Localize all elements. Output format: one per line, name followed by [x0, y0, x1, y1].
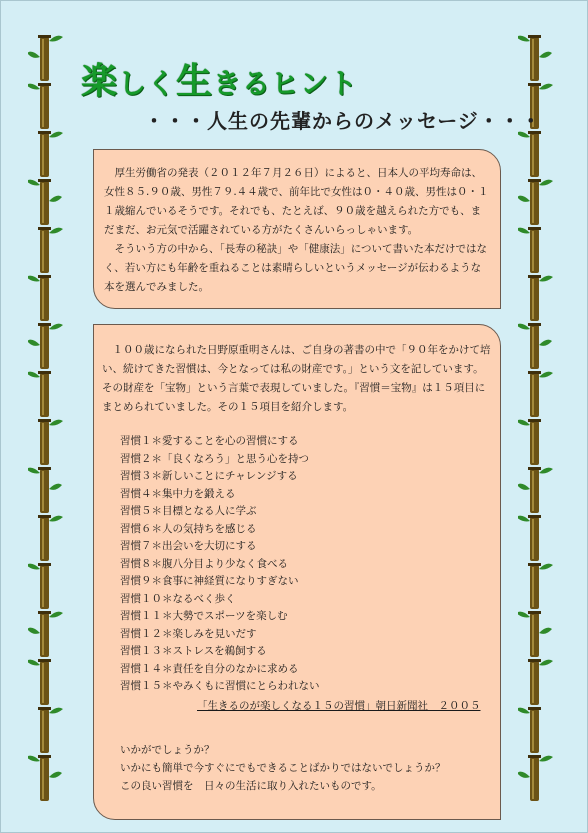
habit-item: 習慣１２＊楽しみを見いだす — [120, 627, 257, 640]
habit-item: 習慣８＊腹八分目より少なく食べる — [120, 557, 288, 570]
title-text-hint: きるヒント — [213, 67, 359, 100]
closing-line: いかにも簡単で今すぐにでもできることばかりではないでしょうか？ — [120, 761, 446, 774]
habit-item: 習慣５＊目標となる人に学ぶ — [120, 505, 257, 517]
habit-item: 習慣９＊食事に神経質になりすぎない — [120, 575, 299, 587]
habit-item: 習慣４＊集中力を鍛える — [120, 487, 236, 500]
main-paragraph: １００歳になられた日野原重明さんは、ご自身の著書の中で「９０年をかけて培い、続けてきた習慣は、今となっては私の財産です。」という文を記しています。その財産を「宝物」という言葉で表現していました。『習慣＝宝物』は１５項目にまとめられていました。その１５項目を紹介します。 — [102, 344, 491, 413]
bamboo-left-icon — [28, 35, 64, 803]
intro-box — [93, 149, 501, 309]
title-char-raku: 楽 — [81, 61, 119, 102]
habit-item: 習慣１＊愛することを心の習慣にする — [120, 435, 299, 447]
habit-item: 習慣１３＊ストレスを鵜飼する — [120, 645, 267, 657]
habit-item: 習慣１１＊大勢でスポーツを楽しむ — [120, 610, 288, 622]
habit-item: 習慣１４＊責任を自分のなかに求める — [120, 662, 299, 675]
habit-item: 習慣１５＊やみくもに習慣にとらわれない — [120, 680, 320, 692]
habit-item: 習慣７＊出会いを大切にする — [120, 540, 257, 552]
habit-item: 習慣３＊新しいことにチャレンジする — [120, 470, 298, 482]
intro-paragraph-2: そういう方の中から、「長寿の秘訣」や「健康法」について書いた本だけではなく、若い方にも年齢を重ねることは素晴らしいというメッセージが伝わるような本を選んでみました。 — [104, 243, 488, 293]
habits-list — [102, 433, 492, 696]
habits-box — [93, 324, 501, 820]
title-text-shiku: しく — [118, 67, 177, 100]
habit-item: 習慣６＊人の気持ちを感じる — [120, 522, 257, 535]
closing-line: この良い習慣を 日々の生活に取り入れたいものです。 — [120, 779, 382, 792]
closing-line: いかがでしょうか？ — [120, 743, 215, 756]
bamboo-right-icon — [518, 35, 554, 803]
habit-item: 習慣２＊「良くなろう」と思う心を持つ — [120, 452, 309, 465]
book-source: 「生きるのが楽しくなる１５の習慣」朝日新聞社 ２００５ — [197, 699, 481, 712]
title-char-sei: 生 — [176, 61, 214, 102]
intro-paragraph-1: 厚生労働省の発表（２０１２年７月２６日）によると、日本人の平均寿命は、女性８５.９０歳、男性７９.４４歳で、前年比で女性は０・４０歳、男性は０・１１歳縮んでいるそうです。それでも、たとえば、９０歳を越えられた方でも、まだまだ、お元気で活躍されている方がたくさんいらっしゃいます。 — [104, 167, 489, 236]
habit-item: 習慣１０＊なるべく歩く — [120, 592, 236, 605]
page-subtitle: ・・・人生の先輩からのメッセージ・・・ — [144, 109, 542, 133]
page-title — [81, 53, 358, 104]
closing-text — [102, 741, 492, 795]
